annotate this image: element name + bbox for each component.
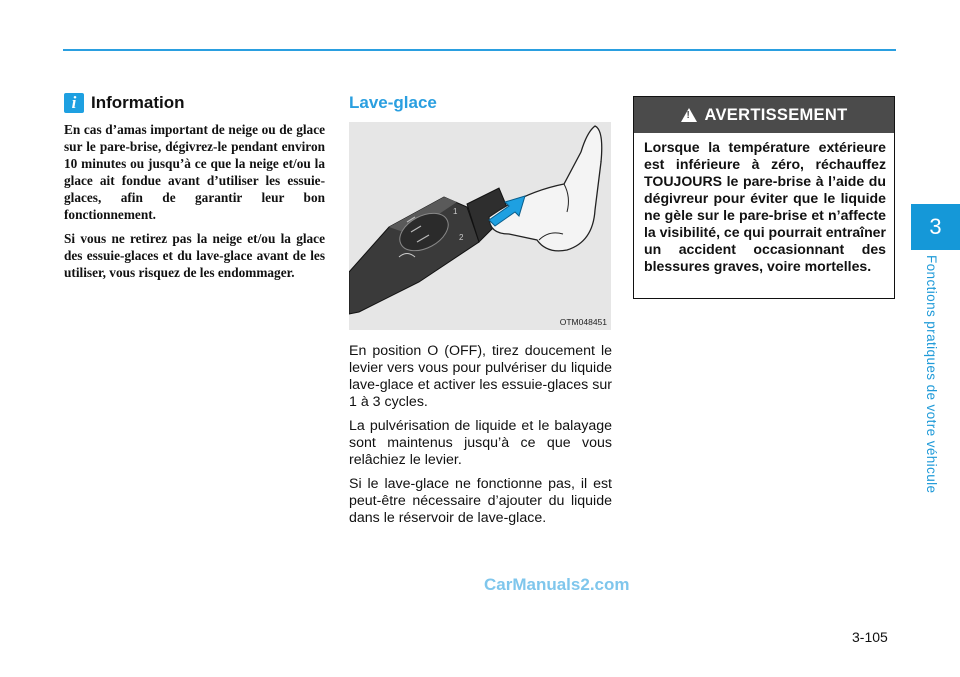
chapter-side-title: Fonctions pratiques de votre véhicule (924, 255, 939, 494)
svg-text:2: 2 (459, 233, 464, 242)
wiper-lever-drawing (349, 122, 611, 330)
section-body (349, 343, 612, 534)
figure-code: OTM048451 (559, 317, 607, 327)
chapter-tab (911, 204, 960, 250)
section-paragraph: En position O (OFF), tirez doucement le levier vers vous pour pulvériser du liquide lave-glace et activer les essuie-glaces sur 1 à 3 cycles. (349, 343, 612, 410)
info-icon: i (64, 93, 84, 113)
svg-text:1: 1 (453, 207, 458, 216)
chapter-number: 3 (929, 214, 942, 239)
information-paragraph: Si vous ne retirez pas la neige et/ou la glace des essuie-glaces et du lave-glace avant de les utiliser, vous risquez de les endommager. (64, 231, 325, 280)
information-text (64, 121, 325, 288)
warning-text: Lorsque la température extérieure est inférieure à zéro, réchauffez TOUJOURS le pare-brise à l’aide du dégivreur pour éviter que le liquide ne gèle sur le pare-brise et n’affecte la visibilité, ce qui pourrait entraîner un accident occasionnant des blessures graves, voire mortelles. (644, 139, 887, 274)
section-paragraph: La pulvérisation de liquide et le balayage sont maintenus jusqu’à ce que vous relâchiez le levier. (349, 418, 612, 468)
warning-title: AVERTISSEMENT (704, 105, 848, 124)
top-rule (63, 49, 896, 51)
wiper-lever-illustration (349, 122, 611, 330)
information-title: Information (91, 93, 185, 112)
information-paragraph: En cas d’amas important de neige ou de glace sur le pare-brise, dégivrez-le pendant environ 10 minutes ou jusqu’à ce que la neige et/ou la glace ait fondue avant d’utiliser les essuie-glaces, afin de garantir leur bon fonctionnement. (64, 122, 325, 222)
information-header (64, 93, 185, 113)
watermark: CarManuals2.com (484, 575, 630, 594)
warning-header (634, 97, 894, 133)
section-title: Lave-glace (349, 93, 437, 112)
warning-box (633, 96, 895, 299)
warning-triangle-icon: ! (681, 108, 697, 122)
page-number: 3-105 (852, 629, 888, 645)
section-paragraph: Si le lave-glace ne fonctionne pas, il est peut-être nécessaire d’ajouter du liquide dans le réservoir de lave-glace. (349, 476, 612, 526)
